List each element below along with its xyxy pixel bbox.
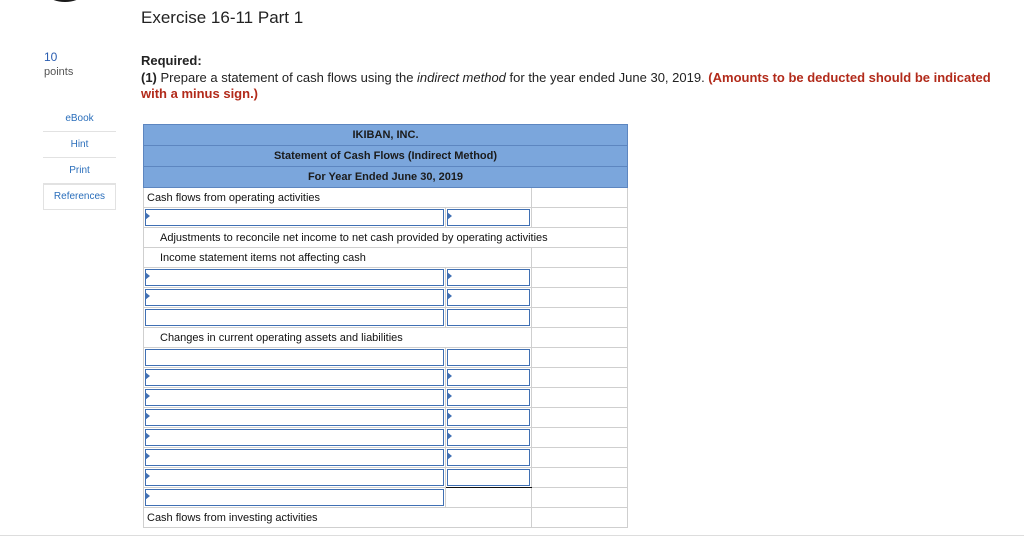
noncash-items-heading: Income statement items not affecting cash [144, 248, 532, 268]
adjustments-heading: Adjustments to reconcile net income to net cash provided by operating activities [144, 228, 628, 248]
dropdown-marker-icon [145, 392, 150, 400]
working-capital-amount-input[interactable] [447, 349, 530, 366]
ebook-button[interactable]: eBook [43, 106, 116, 132]
resource-sidebar [43, 106, 116, 210]
statement-title: Statement of Cash Flows (Indirect Method) [144, 146, 628, 167]
table-row [144, 368, 628, 388]
cash-flow-statement-table [143, 124, 628, 528]
table-row [144, 308, 628, 328]
working-capital-label-input[interactable] [145, 369, 444, 386]
dropdown-marker-icon [145, 452, 150, 460]
noncash-item-amount-input[interactable] [447, 289, 530, 306]
page-title: Exercise 16-11 Part 1 [141, 8, 304, 27]
noncash-item-label-input[interactable] [145, 309, 444, 326]
logo-icon [33, 0, 97, 2]
table-row [144, 468, 628, 488]
dropdown-marker-icon [447, 392, 452, 400]
working-capital-amount-input[interactable] [447, 389, 530, 406]
table-row [144, 448, 628, 468]
working-capital-amount-input[interactable] [447, 429, 530, 446]
dropdown-marker-icon [145, 472, 150, 480]
working-capital-label-input[interactable] [145, 409, 444, 426]
investing-activities-heading: Cash flows from investing activities [144, 508, 532, 528]
statement-period: For Year Ended June 30, 2019 [144, 167, 628, 188]
working-capital-label-input[interactable] [145, 389, 444, 406]
noncash-item-amount-input[interactable] [447, 269, 530, 286]
dropdown-marker-icon [145, 492, 150, 500]
net-income-amount-input[interactable] [447, 209, 530, 226]
part-number: (1) [141, 70, 157, 85]
instruction-text-1: Prepare a statement of cash flows using the [156, 70, 418, 85]
dropdown-marker-icon [447, 432, 452, 440]
noncash-item-label-input[interactable] [145, 269, 444, 286]
question-instructions [141, 70, 1001, 102]
working-capital-label-input[interactable] [145, 449, 444, 466]
dropdown-marker-icon [145, 432, 150, 440]
dropdown-marker-icon [447, 372, 452, 380]
operating-changes-heading: Changes in current operating assets and liabilities [144, 328, 532, 348]
divider [0, 535, 1024, 536]
table-row [144, 288, 628, 308]
dropdown-marker-icon [145, 292, 150, 300]
working-capital-amount-input[interactable] [447, 449, 530, 466]
table-row [144, 348, 628, 368]
table-row [144, 208, 628, 228]
dropdown-marker-icon [447, 452, 452, 460]
net-income-label-input[interactable] [145, 209, 444, 226]
minus-sign-warning: (Amounts to be deducted should be indicated with a minus sign.) [141, 70, 991, 101]
dropdown-marker-icon [145, 212, 150, 220]
print-button[interactable]: Print [43, 158, 116, 184]
working-capital-amount-input[interactable] [447, 369, 530, 386]
references-button[interactable]: References [43, 184, 116, 210]
table-row [144, 388, 628, 408]
dropdown-marker-icon [447, 272, 452, 280]
dropdown-marker-icon [447, 212, 452, 220]
operating-activities-heading: Cash flows from operating activities [144, 188, 532, 208]
operating-subtotal-input[interactable] [447, 469, 530, 486]
company-name: IKIBAN, INC. [144, 125, 628, 146]
dropdown-marker-icon [145, 272, 150, 280]
table-row [144, 408, 628, 428]
dropdown-marker-icon [447, 292, 452, 300]
dropdown-marker-icon [145, 412, 150, 420]
points-label: points [44, 66, 74, 78]
instruction-text-2: for the year ended June 30, 2019. [505, 70, 709, 85]
dropdown-marker-icon [447, 412, 452, 420]
working-capital-label-input[interactable] [145, 349, 444, 366]
operating-total-label-input[interactable] [145, 469, 444, 486]
required-label: Required: [141, 53, 202, 68]
working-capital-amount-input[interactable] [447, 409, 530, 426]
table-row [144, 428, 628, 448]
instruction-emphasis: indirect method [417, 70, 506, 85]
noncash-item-amount-input[interactable] [447, 309, 530, 326]
noncash-item-label-input[interactable] [145, 289, 444, 306]
dropdown-marker-icon [145, 372, 150, 380]
table-row [144, 268, 628, 288]
working-capital-label-input[interactable] [145, 429, 444, 446]
table-row [144, 488, 628, 508]
hint-button[interactable]: Hint [43, 132, 116, 158]
net-operating-label-input[interactable] [145, 489, 444, 506]
points-value: 10 [44, 50, 58, 64]
